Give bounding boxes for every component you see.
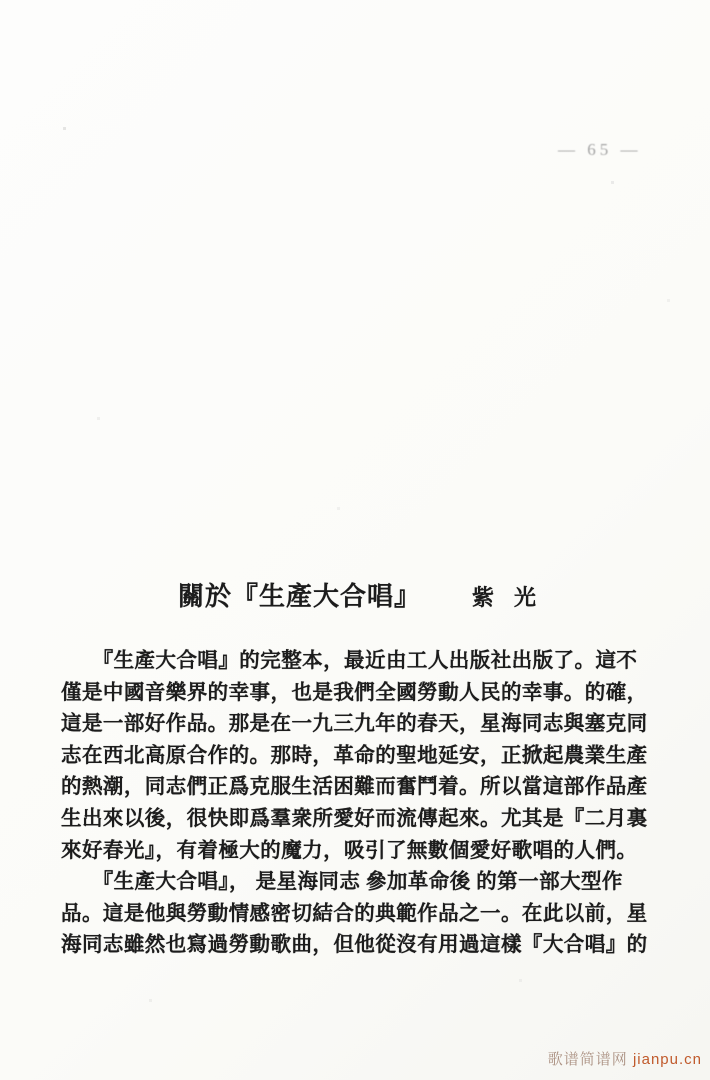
body-line: 來好春光』，有着極大的魔力，吸引了無數個愛好歌唱的人們。: [61, 839, 638, 862]
body-line: 生出來以後，很快即爲羣衆所愛好而流傳起來。尤其是『二月裏: [61, 807, 648, 830]
body-line: 僅是中國音樂界的幸事，也是我們全國勞動人民的幸事。的確，: [61, 681, 648, 704]
watermark: [548, 1048, 702, 1069]
article-title: 關於『生產大合唱』: [178, 582, 422, 611]
page-number: — 65 —: [558, 140, 642, 159]
body-line: 的熱潮，同志們正爲克服生活困難而奮鬥着。所以當這部作品產: [61, 776, 648, 799]
body-line: 這是一部好作品。那是在一九三九年的春天，星海同志與塞克同: [61, 713, 648, 736]
body-line: 『生產大合唱』的完整本，最近由工人出版社出版了。這不: [61, 650, 638, 672]
body-line: 品。這是他與勞動情感密切結合的典範作品之一。在此以前，星: [61, 902, 648, 925]
watermark-url: jianpu.cn: [632, 1051, 702, 1068]
body-line: 『生產大合唱』， 是星海同志 參加革命後 的第一部大型作: [61, 871, 623, 894]
author-name: 紫光: [472, 585, 557, 610]
watermark-site-name: 歌谱简谱网: [547, 1051, 628, 1068]
scan-specks: [0, 0, 1, 1]
body-line: 海同志雖然也寫過勞動歌曲，但他從沒有用過這樣『大合唱』的: [61, 934, 648, 957]
article-body: [61, 646, 657, 962]
body-line: 志在西北高原合作的。那時，革命的聖地延安，正掀起農業生產: [61, 744, 648, 767]
